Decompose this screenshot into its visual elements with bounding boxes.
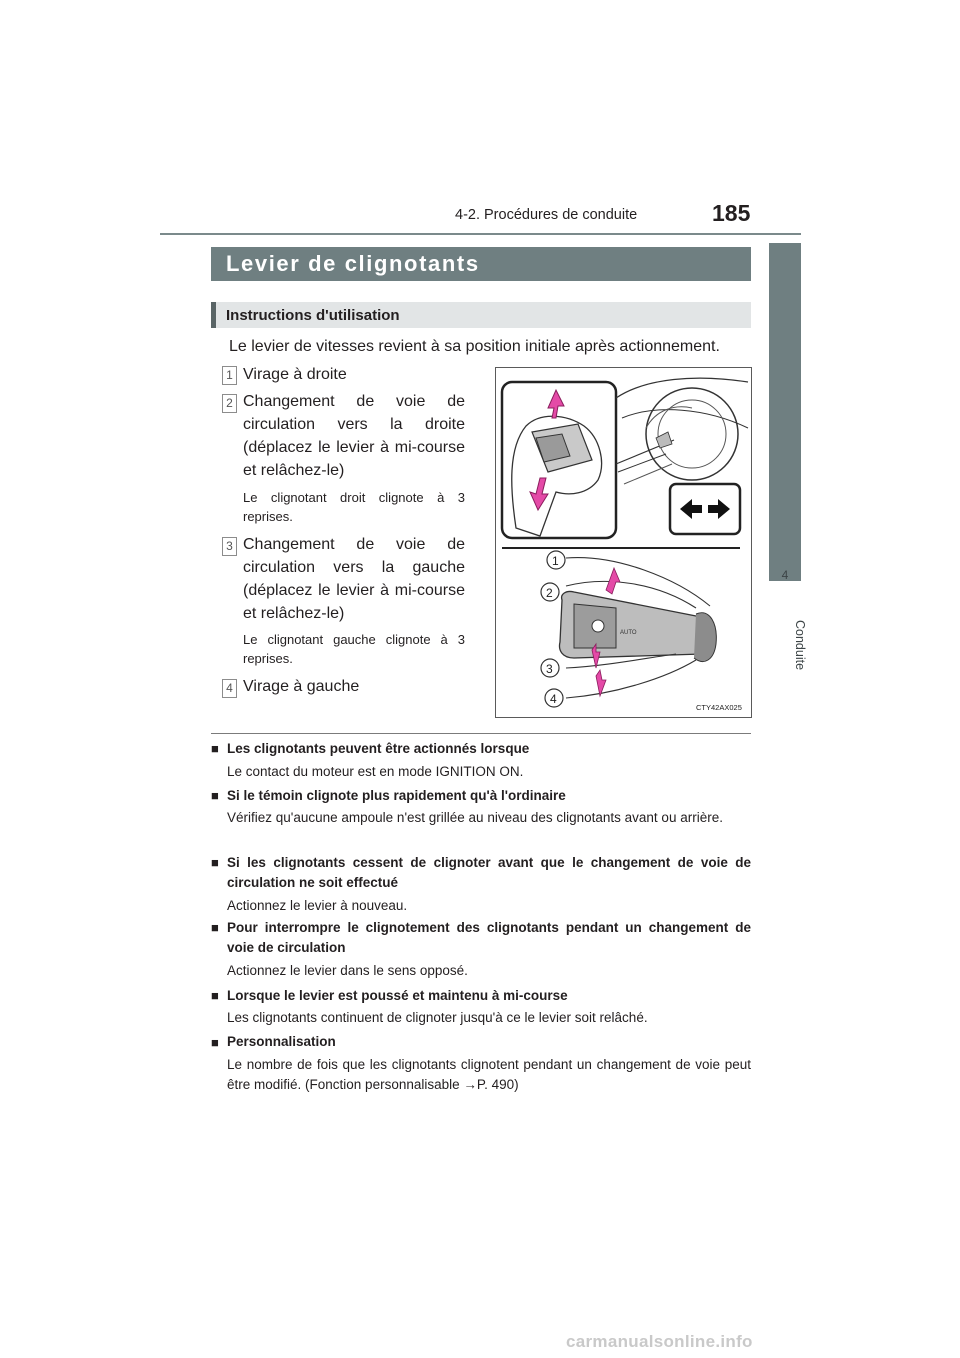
note-heading: Si le témoin clignote plus rapidement qu'à l'ordinaire (227, 788, 566, 803)
bullet-icon: ■ (211, 988, 219, 1003)
item-number: 1 (222, 366, 237, 385)
footer-watermark: carmanualsonline.info (566, 1332, 753, 1351)
item-note: Le clignotant droit clignote à 3 reprises. (243, 490, 465, 524)
note-heading: Si les clignotants cessent de clignoter avant que le changement de voie de circulation ne soit effectué (227, 855, 751, 890)
callout-4: 4 (550, 692, 557, 706)
page-title: Levier de clignotants (226, 251, 480, 276)
note-heading: Pour interrompre le clignotement des clignotants pendant un changement de voie de circulation (227, 920, 751, 955)
section-header: 4-2. Procédures de conduite (455, 207, 638, 223)
intro-text: Le levier de vitesses revient à sa position initiale après actionnement. (229, 338, 720, 355)
note-body: Vérifiez qu'aucune ampoule n'est grillée au niveau des clignotants avant ou arrière. (227, 810, 723, 825)
callout-1: 1 (552, 554, 559, 568)
item-number: 2 (222, 394, 237, 413)
header-divider (160, 233, 801, 235)
chapter-label: Conduite (793, 620, 807, 671)
item-number: 3 (222, 537, 237, 556)
item-number: 4 (222, 679, 237, 698)
chapter-tab (769, 243, 801, 581)
bullet-icon: ■ (211, 788, 219, 803)
bullet-icon: ■ (211, 1035, 219, 1050)
note-heading: Personnalisation (227, 1034, 336, 1049)
bullet-icon: ■ (211, 855, 219, 870)
note-body: Le nombre de fois que les clignotants clignotent pendant un changement de voie peut être modifié. (Fonction personnalisable →P. 490) (227, 1057, 751, 1092)
subtitle: Instructions d'utilisation (226, 307, 400, 324)
item-text: Virage à droite (243, 366, 347, 383)
section-divider (211, 733, 751, 734)
note-body: Actionnez le levier à nouveau. (227, 898, 408, 913)
callout-3: 3 (546, 662, 553, 676)
chapter-number: 4 (781, 568, 789, 582)
page-number: 185 (712, 200, 751, 226)
subtitle-accent (211, 302, 216, 328)
bullet-icon: ■ (211, 741, 219, 756)
bullet-icon: ■ (211, 920, 219, 935)
item-text: Changement de voie de circulation vers la droite (déplacez le levier à mi-course et relâchez-le) (243, 393, 465, 479)
note-heading: Lorsque le levier est poussé et maintenu à mi-course (227, 988, 568, 1003)
item-text: Virage à gauche (243, 678, 360, 695)
figure-code: CTY42AX025 (696, 703, 742, 712)
callout-2: 2 (546, 586, 553, 600)
lever-illustration (496, 368, 751, 717)
item-note: Le clignotant gauche clignote à 3 reprises. (243, 632, 465, 666)
note-body: Le contact du moteur est en mode IGNITION ON. (227, 764, 524, 779)
note-heading: Les clignotants peuvent être actionnés lorsque (227, 741, 530, 756)
item-text: Changement de voie de circulation vers la gauche (déplacez le levier à mi-course et relâchez-le) (243, 536, 465, 622)
note-body: Les clignotants continuent de clignoter jusqu'à ce le levier soit relâché. (227, 1010, 648, 1025)
switch-label: AUTO (620, 630, 637, 636)
turn-signal-figure (495, 367, 752, 718)
note-body: Actionnez le levier dans le sens opposé. (227, 963, 468, 978)
